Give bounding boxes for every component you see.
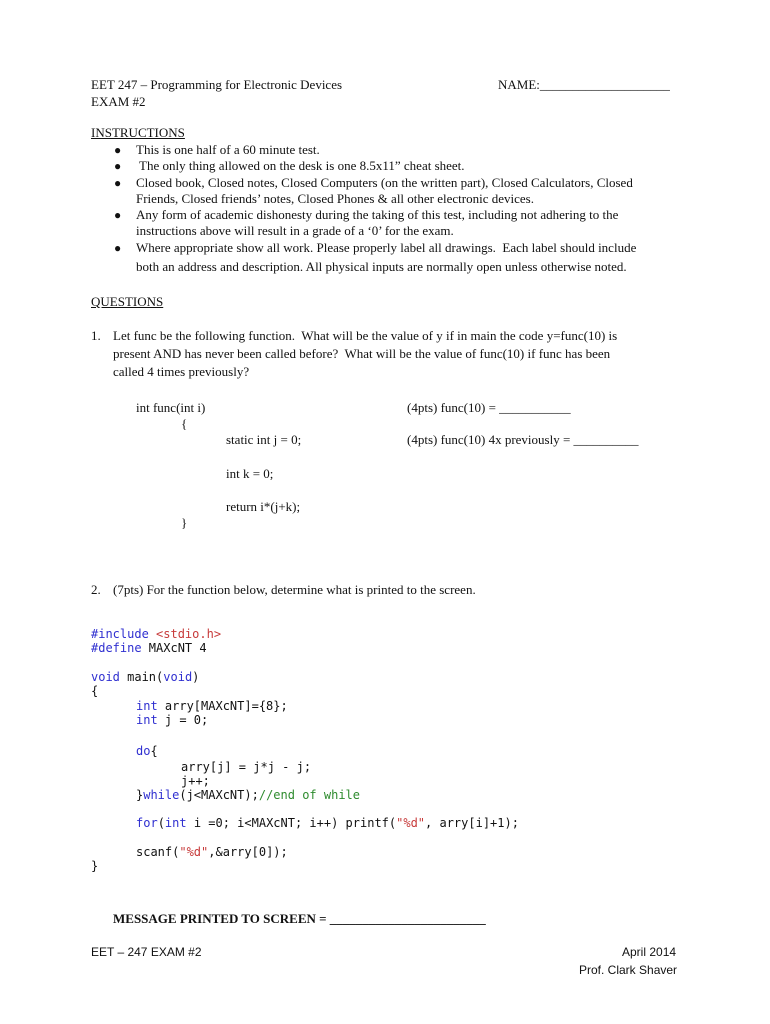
code-line: } xyxy=(91,859,99,873)
question-1-text: Let func be the following function. What will be the value of y if in main the code y=func(10) is xyxy=(113,328,618,343)
footer-exam-label: EET – 247 EXAM #2 xyxy=(91,945,202,959)
code-token: <stdio.h> xyxy=(156,627,222,641)
code-line xyxy=(136,844,288,860)
code-token: i =0; i<MAXcNT; i++) printf( xyxy=(186,816,397,830)
questions-heading: QUESTIONS xyxy=(91,294,164,309)
code-token: (j<MAXcNT); xyxy=(179,788,259,802)
code-token: int xyxy=(164,816,187,830)
code-line: j++; xyxy=(181,774,210,788)
code-line xyxy=(136,787,360,803)
question-1-answer-blank[interactable]: (4pts) func(10) 4x previously = __________ xyxy=(407,432,639,447)
footer-author: Prof. Clark Shaver xyxy=(579,963,678,977)
code-token: int xyxy=(136,713,158,727)
question-2-number: 2. xyxy=(91,582,101,597)
code-token: "%d" xyxy=(179,845,209,859)
question-1-text: called 4 times previously? xyxy=(113,364,250,379)
course-title: EET 247 – Programming for Electronic Devices xyxy=(91,77,343,92)
instruction-item-continued: instructions above will result in a grade of a ‘0’ for the exam. xyxy=(136,223,454,238)
code-token: void xyxy=(91,670,120,684)
code-token: ( xyxy=(157,816,165,830)
code-token: for xyxy=(136,816,158,830)
code-token: while xyxy=(143,788,180,802)
code-token: "%d" xyxy=(396,816,426,830)
instruction-item-continued: both an address and description. All physical inputs are normally open unless otherwise noted. xyxy=(136,259,627,274)
code-line: { xyxy=(91,684,99,698)
question-1-text: present AND has never been called before? What will be the value of func(10) if func has been xyxy=(113,346,611,361)
exam-title: EXAM #2 xyxy=(91,94,146,109)
bullet-icon: ● xyxy=(114,241,122,255)
code-token: scanf( xyxy=(136,845,180,859)
question-1-answer-blank[interactable]: (4pts) func(10) = ___________ xyxy=(407,400,571,415)
question-1-number: 1. xyxy=(91,328,101,343)
code-line xyxy=(136,712,208,728)
code-token: do xyxy=(136,744,151,758)
code-token: ) xyxy=(192,670,200,684)
code-token: main( xyxy=(119,670,164,684)
code-line xyxy=(136,815,519,831)
code-token: , arry[i]+1); xyxy=(425,816,519,830)
instruction-item: This is one half of a 60 minute test. xyxy=(136,142,320,157)
instruction-item: The only thing allowed on the desk is one 8.5x11” cheat sheet. xyxy=(136,158,465,173)
instruction-item: Any form of academic dishonesty during the taking of this test, including not adhering to the xyxy=(136,207,619,222)
code-token: void xyxy=(163,670,193,684)
code-token: MAXcNT 4 xyxy=(141,641,207,655)
code-token: int xyxy=(136,699,158,713)
code-token: } xyxy=(136,788,144,802)
code-line xyxy=(91,640,207,656)
code-token: { xyxy=(150,744,158,758)
code-line: int func(int i) xyxy=(136,400,206,415)
code-line: } xyxy=(181,515,188,530)
code-line xyxy=(91,669,199,685)
name-field-label: NAME:____________________ xyxy=(498,77,670,92)
bullet-icon: ● xyxy=(114,208,122,222)
code-line xyxy=(136,743,158,759)
instruction-item: Closed book, Closed notes, Closed Computers (on the written part), Closed Calculators, Closed xyxy=(136,175,633,190)
code-line: arry[j] = j*j - j; xyxy=(181,760,312,774)
question-2-answer-blank[interactable]: MESSAGE PRINTED TO SCREEN = ________________________ xyxy=(113,911,486,926)
instruction-item-continued: Friends, Closed friends’ notes, Closed Phones & all other electronic devices. xyxy=(136,191,534,206)
question-2-text: (7pts) For the function below, determine what is printed to the screen. xyxy=(113,582,476,597)
code-line: static int j = 0; xyxy=(226,432,302,447)
code-comment: //end of while xyxy=(258,788,360,802)
code-token: arry[MAXcNT]={8}; xyxy=(157,699,288,713)
footer-date: April 2014 xyxy=(622,945,677,959)
bullet-icon: ● xyxy=(114,176,122,190)
code-line: int k = 0; xyxy=(226,466,274,481)
code-line: { xyxy=(181,416,188,431)
instructions-heading: INSTRUCTIONS xyxy=(91,125,185,140)
code-token: #define xyxy=(91,641,142,655)
bullet-icon: ● xyxy=(114,143,122,157)
code-token: #include xyxy=(91,627,149,641)
instruction-item: Where appropriate show all work. Please properly label all drawings. Each label should include xyxy=(136,240,637,255)
bullet-icon: ● xyxy=(114,159,122,173)
code-token: j = 0; xyxy=(157,713,209,727)
code-line: return i*(j+k); xyxy=(226,499,301,514)
code-token: ,&arry[0]); xyxy=(208,845,288,859)
